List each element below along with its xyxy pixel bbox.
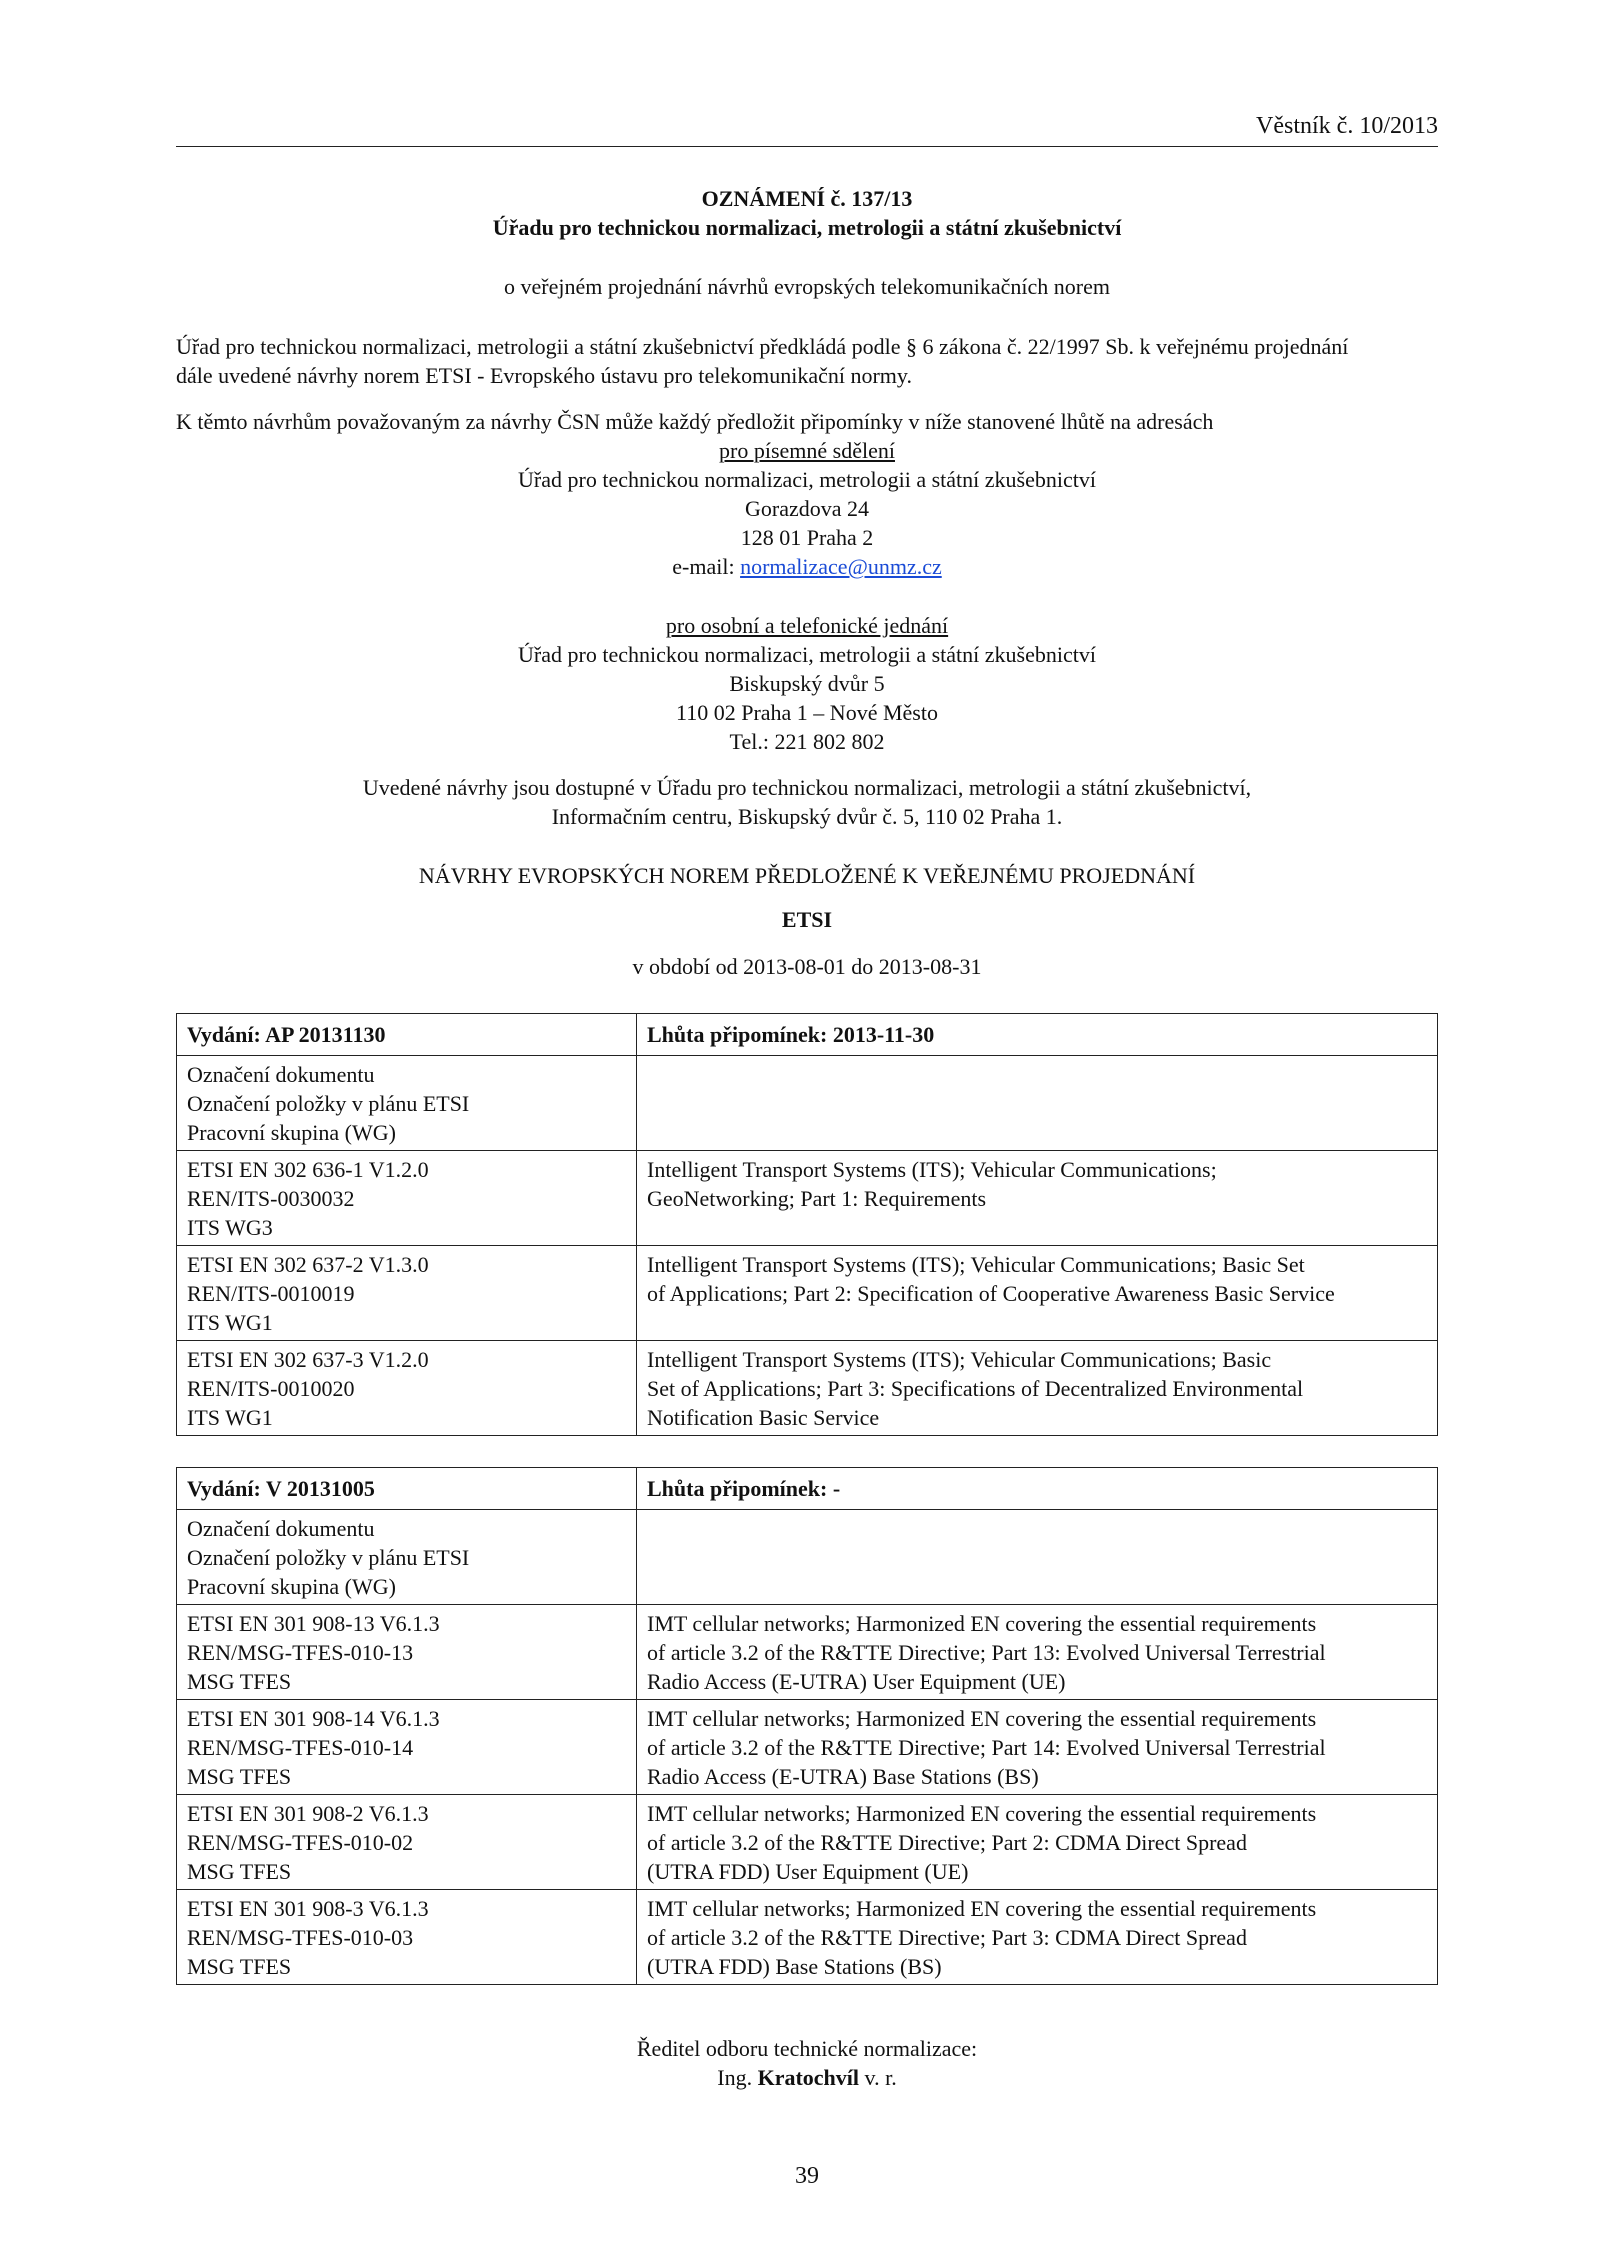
- document-title-line: GeoNetworking; Part 1: Requirements: [647, 1186, 987, 1211]
- document-id-cell: [177, 1246, 637, 1341]
- work-item: REN/ITS-0010020: [187, 1376, 355, 1401]
- email-link[interactable]: normalizace@unmz.cz: [740, 554, 942, 579]
- journal-header: Věstník č. 10/2013: [1256, 113, 1438, 139]
- table-row: [177, 1341, 1438, 1436]
- document-title-line: Intelligent Transport Systems (ITS); Vehicular Communications;: [647, 1157, 1217, 1182]
- legend-row: [177, 1510, 1438, 1605]
- document-id-cell: [177, 1341, 637, 1436]
- legend-line: Označení položky v plánu ETSI: [187, 1545, 470, 1570]
- org-heading: ETSI: [781, 907, 833, 932]
- table-row: [177, 1890, 1438, 1985]
- notice-title-line1: OZNÁMENÍ č. 137/13: [701, 186, 913, 211]
- document-title-line: of Applications; Part 2: Specification of Cooperative Awareness Basic Service: [647, 1281, 1335, 1306]
- legend-cell: [177, 1510, 637, 1605]
- personal-address: [176, 611, 1438, 756]
- work-item: REN/MSG-TFES-010-03: [187, 1925, 414, 1950]
- signature-name-line: [176, 2063, 1438, 2092]
- document-id-cell: [177, 1700, 637, 1795]
- period-text: v období od 2013-08-01 do 2013-08-31: [632, 954, 982, 979]
- deadline-cell: Lhůta připomínek: 2013-11-30: [637, 1014, 1438, 1056]
- notice-subtitle: o veřejném projednání návrhů evropských telekomunikačních norem: [503, 274, 1111, 299]
- legend-line: Označení položky v plánu ETSI: [187, 1091, 470, 1116]
- email-label: e-mail:: [672, 554, 741, 579]
- page-number: 39: [795, 2163, 819, 2189]
- document-title-cell: [637, 1700, 1438, 1795]
- ballot-table-1: [176, 1013, 1438, 1436]
- written-heading: pro písemné sdělení: [719, 438, 895, 463]
- document-title-line: of article 3.2 of the R&TTE Directive; Part 13: Evolved Universal Terrestrial: [647, 1640, 1326, 1665]
- document-title-line: Radio Access (E-UTRA) Base Stations (BS): [647, 1764, 1039, 1789]
- document-id: ETSI EN 301 908-13 V6.1.3: [187, 1611, 440, 1636]
- document-title-line: Intelligent Transport Systems (ITS); Vehicular Communications; Basic: [647, 1347, 1272, 1372]
- working-group: ITS WG3: [187, 1215, 273, 1240]
- document-title-line: Radio Access (E-UTRA) User Equipment (UE): [647, 1669, 1066, 1694]
- document-title-line: (UTRA FDD) Base Stations (BS): [647, 1954, 942, 1979]
- personal-line: 110 02 Praha 1 – Nové Město: [676, 700, 938, 725]
- work-item: REN/MSG-TFES-010-13: [187, 1640, 414, 1665]
- document-id: ETSI EN 302 637-2 V1.3.0: [187, 1252, 429, 1277]
- document-title-cell: [637, 1246, 1438, 1341]
- legend-line: Pracovní skupina (WG): [187, 1574, 396, 1599]
- table-header-row: [177, 1014, 1438, 1056]
- working-group: MSG TFES: [187, 1954, 292, 1979]
- working-group: MSG TFES: [187, 1669, 292, 1694]
- document-title-line: IMT cellular networks; Harmonized EN covering the essential requirements: [647, 1611, 1317, 1636]
- document-id-cell: [177, 1890, 637, 1985]
- section-heading: NÁVRHY EVROPSKÝCH NOREM PŘEDLOŽENÉ K VEŘEJNÉMU PROJEDNÁNÍ: [418, 863, 1196, 888]
- document-id-cell: [177, 1795, 637, 1890]
- document-title-line: of article 3.2 of the R&TTE Directive; Part 14: Evolved Universal Terrestrial: [647, 1735, 1326, 1760]
- document-title-cell: [637, 1795, 1438, 1890]
- personal-line: Tel.: 221 802 802: [729, 729, 885, 754]
- signature-name: Kratochvíl: [757, 2065, 860, 2090]
- notice-title-line2: Úřadu pro technickou normalizaci, metrologii a státní zkušebnictví: [492, 215, 1122, 240]
- document-title-line: Intelligent Transport Systems (ITS); Vehicular Communications; Basic Set: [647, 1252, 1305, 1277]
- document-id: ETSI EN 301 908-2 V6.1.3: [187, 1801, 429, 1826]
- personal-line: Biskupský dvůr 5: [729, 671, 885, 696]
- intro-paragraph: [176, 332, 1438, 390]
- personal-line: Úřad pro technickou normalizaci, metrologii a státní zkušebnictví: [518, 642, 1096, 667]
- document-id-cell: [177, 1151, 637, 1246]
- written-line: Gorazdova 24: [744, 496, 869, 521]
- document-id: ETSI EN 302 637-3 V1.2.0: [187, 1347, 429, 1372]
- table-row: [177, 1151, 1438, 1246]
- document-title-cell: [637, 1341, 1438, 1436]
- table-row: [177, 1795, 1438, 1890]
- email-row: [176, 552, 1438, 581]
- legend-line: Pracovní skupina (WG): [187, 1120, 396, 1145]
- working-group: MSG TFES: [187, 1859, 292, 1884]
- work-item: REN/MSG-TFES-010-14: [187, 1735, 414, 1760]
- table-row: [177, 1700, 1438, 1795]
- signature-block: [176, 2034, 1438, 2092]
- document-title-line: Notification Basic Service: [647, 1405, 880, 1430]
- document-id: ETSI EN 302 636-1 V1.2.0: [187, 1157, 429, 1182]
- signature-suffix: v. r.: [859, 2065, 897, 2090]
- legend-empty-cell: [637, 1056, 1438, 1151]
- work-item: REN/ITS-0010019: [187, 1281, 355, 1306]
- document-title-line: Set of Applications; Part 3: Specifications of Decentralized Environmental: [647, 1376, 1304, 1401]
- edition-cell: Vydání: V 20131005: [177, 1468, 637, 1510]
- document-title-line: IMT cellular networks; Harmonized EN covering the essential requirements: [647, 1896, 1317, 1921]
- document-title-line: IMT cellular networks; Harmonized EN covering the essential requirements: [647, 1801, 1317, 1826]
- header-rule: [176, 146, 1438, 147]
- document-id-cell: [177, 1605, 637, 1700]
- availability-line: Uvedené návrhy jsou dostupné v Úřadu pro technickou normalizaci, metrologii a státní zkušebnictví,: [362, 775, 1252, 800]
- document-title-cell: [637, 1605, 1438, 1700]
- intro-line: Úřad pro technickou normalizaci, metrologii a státní zkušebnictví předkládá podle § 6 zákona č. 22/1997 Sb. k veřejnému projednání: [176, 334, 1349, 359]
- working-group: MSG TFES: [187, 1764, 292, 1789]
- document-title-line: IMT cellular networks; Harmonized EN covering the essential requirements: [647, 1706, 1317, 1731]
- document-title-cell: [637, 1151, 1438, 1246]
- table-header-row: [177, 1468, 1438, 1510]
- legend-row: [177, 1056, 1438, 1151]
- working-group: ITS WG1: [187, 1310, 273, 1335]
- notice-title: [176, 184, 1438, 242]
- legend-line: Označení dokumentu: [187, 1516, 375, 1541]
- deadline-cell: Lhůta připomínek: -: [637, 1468, 1438, 1510]
- intro-line: dále uvedené návrhy norem ETSI - Evropského ústavu pro telekomunikační normy.: [176, 363, 912, 388]
- ballot-table-2: [176, 1467, 1438, 1985]
- document-page: [176, 0, 1438, 2263]
- document-title-line: (UTRA FDD) User Equipment (UE): [647, 1859, 969, 1884]
- comments-intro: K těmto návrhům považovaným za návrhy ČSN může každý předložit připomínky v níže stanovené lhůtě na adresách: [176, 409, 1214, 434]
- legend-empty-cell: [637, 1510, 1438, 1605]
- availability-paragraph: [176, 773, 1438, 831]
- document-title-cell: [637, 1890, 1438, 1985]
- signature-prefix: Ing.: [717, 2065, 758, 2090]
- table-row: [177, 1246, 1438, 1341]
- edition-cell: Vydání: AP 20131130: [177, 1014, 637, 1056]
- legend-cell: [177, 1056, 637, 1151]
- document-title-line: of article 3.2 of the R&TTE Directive; Part 2: CDMA Direct Spread: [647, 1830, 1247, 1855]
- legend-line: Označení dokumentu: [187, 1062, 375, 1087]
- written-address: [176, 436, 1438, 581]
- work-item: REN/MSG-TFES-010-02: [187, 1830, 414, 1855]
- work-item: REN/ITS-0030032: [187, 1186, 355, 1211]
- working-group: ITS WG1: [187, 1405, 273, 1430]
- document-title-line: of article 3.2 of the R&TTE Directive; Part 3: CDMA Direct Spread: [647, 1925, 1247, 1950]
- document-id: ETSI EN 301 908-3 V6.1.3: [187, 1896, 429, 1921]
- table-row: [177, 1605, 1438, 1700]
- availability-line: Informačním centru, Biskupský dvůr č. 5, 110 02 Praha 1.: [551, 804, 1063, 829]
- written-line: Úřad pro technickou normalizaci, metrologii a státní zkušebnictví: [518, 467, 1096, 492]
- document-id: ETSI EN 301 908-14 V6.1.3: [187, 1706, 440, 1731]
- personal-heading: pro osobní a telefonické jednání: [665, 613, 949, 638]
- written-line: 128 01 Praha 2: [740, 525, 874, 550]
- signature-role: Ředitel odboru technické normalizace:: [636, 2036, 978, 2061]
